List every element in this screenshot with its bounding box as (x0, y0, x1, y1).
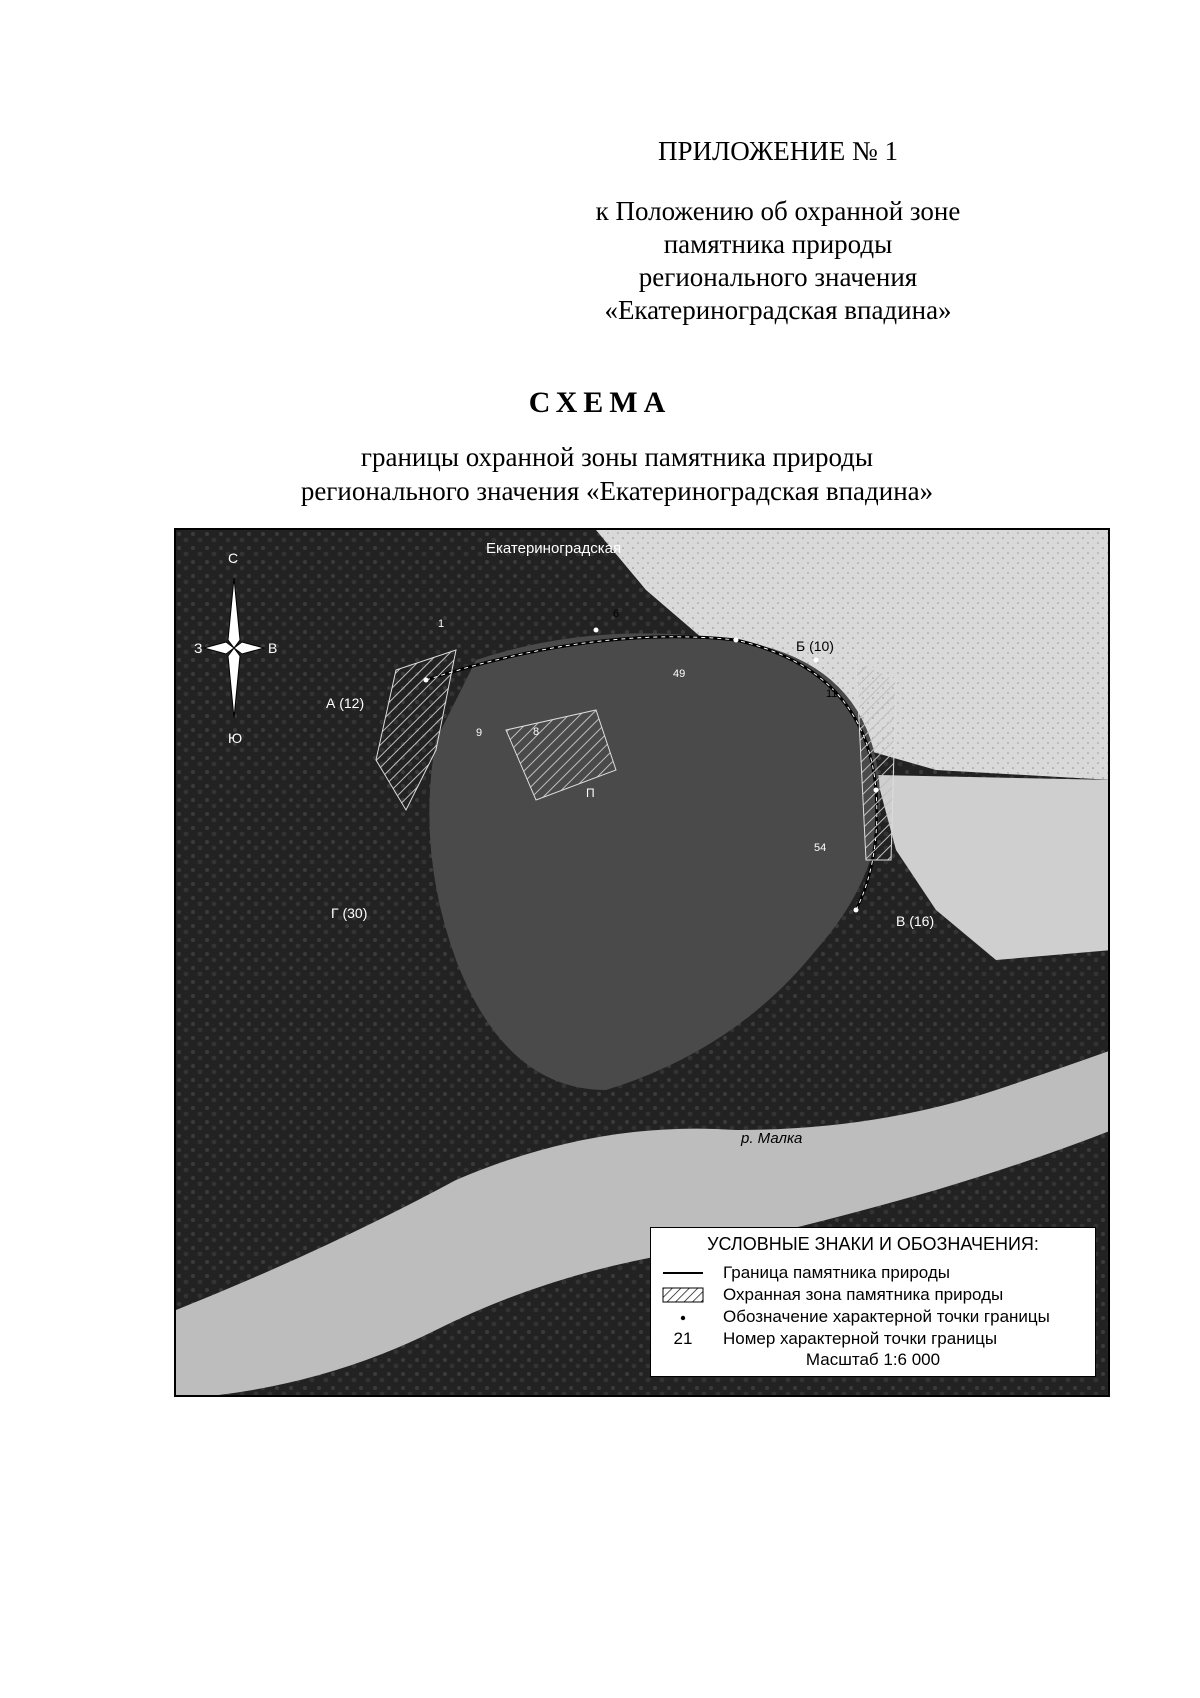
point-number: 1 (438, 618, 445, 630)
appendix-line: памятника природы (663, 229, 893, 259)
appendix-line: регионального значения (638, 262, 918, 292)
river-label: р. Малка (741, 1130, 803, 1147)
boundary-line-icon (659, 1262, 707, 1284)
boundary-point (854, 908, 859, 913)
corner-point-label: А (12) (326, 695, 365, 711)
legend-label: Номер характерной точки границы (723, 1329, 998, 1348)
legend-title: УСЛОВНЫЕ ЗНАКИ И ОБОЗНАЧЕНИЯ: (707, 1234, 1039, 1254)
schema-title: СХЕМА (528, 386, 672, 419)
map-legend (650, 1227, 1096, 1377)
boundary-point (814, 658, 819, 663)
legend-label: Обозначение характерной точки границы (723, 1307, 1050, 1326)
point-number: 11 (826, 688, 838, 700)
point-number: 8 (533, 726, 540, 738)
legend-row (651, 1328, 1095, 1350)
legend-label: Охранная зона памятника природы (723, 1285, 1004, 1304)
boundary-point (874, 788, 879, 793)
place-label: Екатериноградская (486, 540, 622, 557)
compass-north-label: С (228, 550, 239, 566)
schema-subtitle-line: границы охранной зоны памятника природы (360, 442, 874, 472)
scheme-map (174, 528, 1110, 1397)
point-number: 6 (613, 608, 620, 620)
corner-point-label: Б (10) (796, 638, 834, 654)
schema-subtitle (0, 440, 1200, 508)
appendix-number: ПРИЛОЖЕНИЕ № 1 (657, 136, 899, 166)
point-number: 49 (673, 668, 686, 680)
appendix-block (568, 136, 988, 327)
corner-point-label: Г (30) (331, 905, 368, 921)
legend-label: Граница памятника природы (723, 1263, 951, 1282)
compass-west-label: З (194, 640, 203, 656)
hatch-zone-icon (659, 1284, 707, 1306)
appendix-line: «Екатериноградская впадина» (604, 295, 952, 325)
legend-row (651, 1284, 1095, 1306)
boundary-point (734, 638, 739, 643)
boundary-point (424, 678, 429, 683)
boundary-point (594, 628, 599, 633)
point-number: 9 (476, 727, 483, 739)
point-number-symbol: 21 (673, 1329, 693, 1348)
point-number: 54 (814, 842, 827, 854)
map-scale: Масштаб 1:6 000 (805, 1350, 941, 1369)
compass-east-label: В (268, 640, 278, 656)
schema-subtitle-line: регионального значения «Екатериноградская впадина» (300, 476, 934, 506)
corner-point-label: В (16) (896, 913, 935, 929)
point-dot-icon (659, 1306, 707, 1328)
zone-label: П (586, 786, 595, 800)
legend-row (651, 1306, 1095, 1328)
compass-south-label: Ю (228, 730, 243, 746)
appendix-line: к Положению об охранной зоне (595, 196, 961, 226)
legend-row (651, 1262, 1095, 1284)
